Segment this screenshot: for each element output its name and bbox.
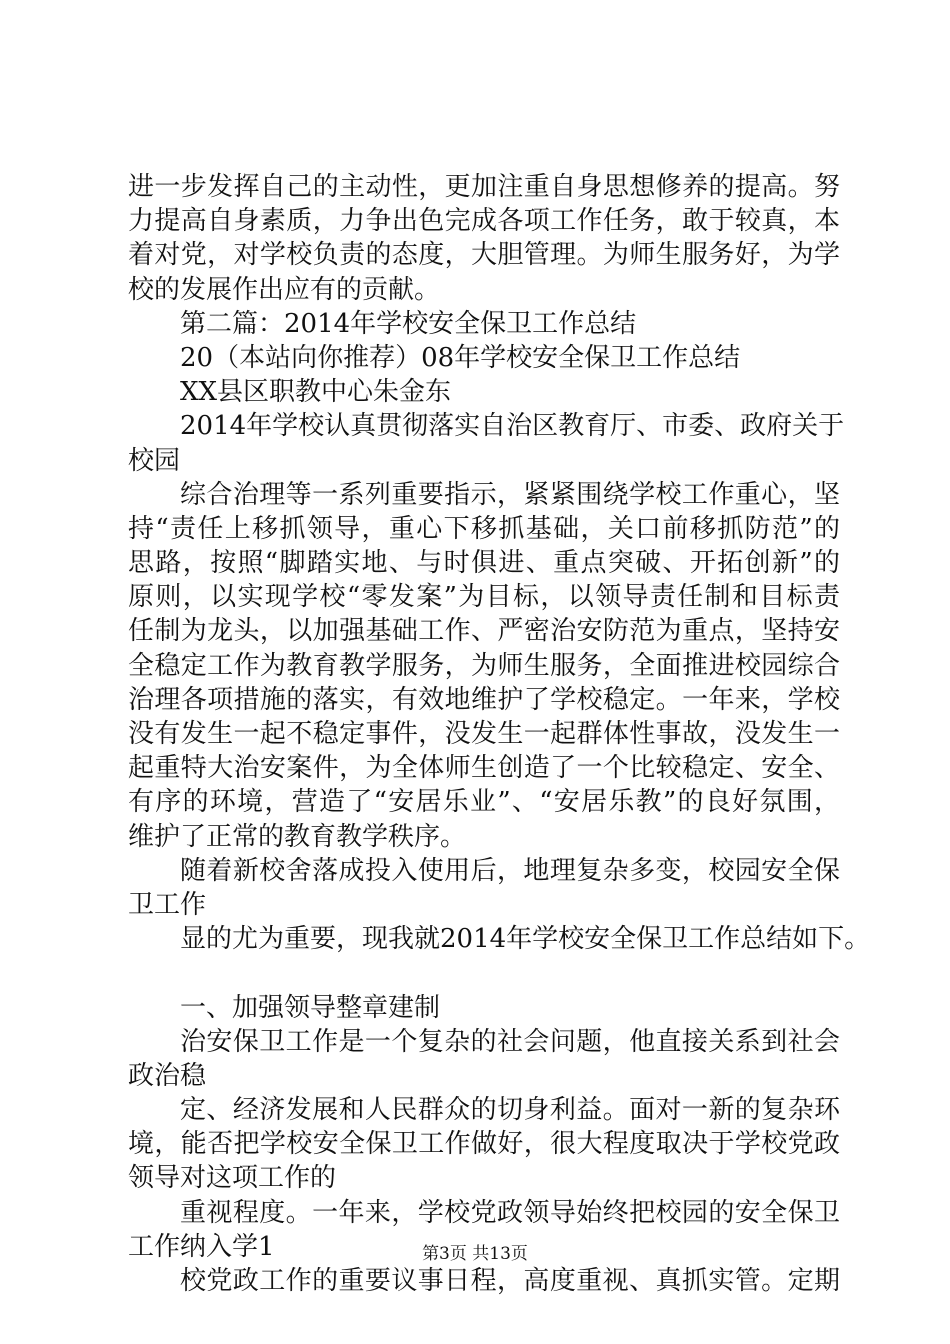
text-line: 校园: [128, 445, 181, 476]
text-line: 校党政工作的重要议事日程，高度重视、真抓实管。定期: [180, 1266, 840, 1296]
text-line: 定、经济发展和人民群众的切身利益。面对一新的复杂环: [180, 1095, 840, 1126]
text-line: 没有发生一起不稳定事件，没发生一起群体性事故，没发生一: [128, 719, 840, 749]
paragraph-gap: [128, 956, 840, 990]
text-line: 维护了正常的教育教学秩序。: [128, 821, 467, 852]
text-line: 重视程度。一年来，学校党政领导始终把校园的安全保卫: [180, 1197, 840, 1228]
text-line: 境，能否把学校安全保卫工作做好，很大程度取决于学校党政: [128, 1129, 840, 1160]
text-line: 全稳定工作为教育教学服务，为师生服务，全面推进校园综合: [128, 650, 840, 681]
text-line: 原则，以实现学校“零发案”为目标，以领导责任制和目标责: [128, 582, 840, 613]
author-line: XX县区职教中心朱金东: [180, 377, 452, 408]
document-body: [128, 170, 871, 1298]
text-line: 综合治理等一系列重要指示，紧紧围绕学校工作重心，坚: [180, 479, 840, 510]
text-line: 起重特大治安案件，为全体师生创造了一个比较稳定、安全、: [128, 753, 840, 784]
text-line: 任制为龙头，以加强基础工作、严密治安防范为重点，坚持安: [128, 616, 840, 647]
document-title: 20（本站向你推荐）08年学校安全保卫工作总结: [180, 342, 741, 373]
text-line: 着对党，对学校负责的态度，大胆管理。为师生服务好，为学: [128, 240, 840, 271]
text-line: 卫工作: [128, 889, 207, 920]
text-line: 进一步发挥自己的主动性，更加注重自身思想修养的提高。努: [128, 172, 840, 202]
page-footer: 第3页 共13页: [422, 1244, 528, 1264]
text-line: 随着新校舍落成投入使用后，地理复杂多变，校园安全保: [180, 855, 840, 886]
text-line: 政治稳: [128, 1060, 207, 1091]
text-line: 显的尤为重要，现我就2014年学校安全保卫工作总结如下。: [180, 924, 871, 955]
section-heading: 第二篇：2014年学校安全保卫工作总结: [180, 308, 637, 339]
text-line: 思路，按照“脚踏实地、与时俱进、重点突破、开拓创新”的: [128, 548, 840, 579]
text-line: 工作纳入学1: [128, 1231, 275, 1262]
text-line: 领导对这项工作的: [128, 1163, 337, 1194]
section-heading: 一、加强领导整章建制: [180, 992, 441, 1023]
text-line: 持“责任上移抓领导，重心下移抓基础，关口前移抓防范”的: [128, 513, 840, 544]
text-line: 治安保卫工作是一个复杂的社会问题，他直接关系到社会: [180, 1026, 840, 1057]
text-line: 治理各项措施的落实，有效地维护了学校稳定。一年来，学校: [128, 684, 840, 715]
text-line: 力提高自身素质，力争出色完成各项工作任务，敢于较真，本: [128, 206, 840, 237]
text-line: 2014年学校认真贯彻落实自治区教育厅、市委、政府关于: [180, 411, 845, 442]
text-line: 有序的环境，营造了“安居乐业”、“安居乐教”的良好氛围，: [128, 787, 840, 818]
text-line: 校的发展作出应有的贡献。: [128, 274, 441, 305]
